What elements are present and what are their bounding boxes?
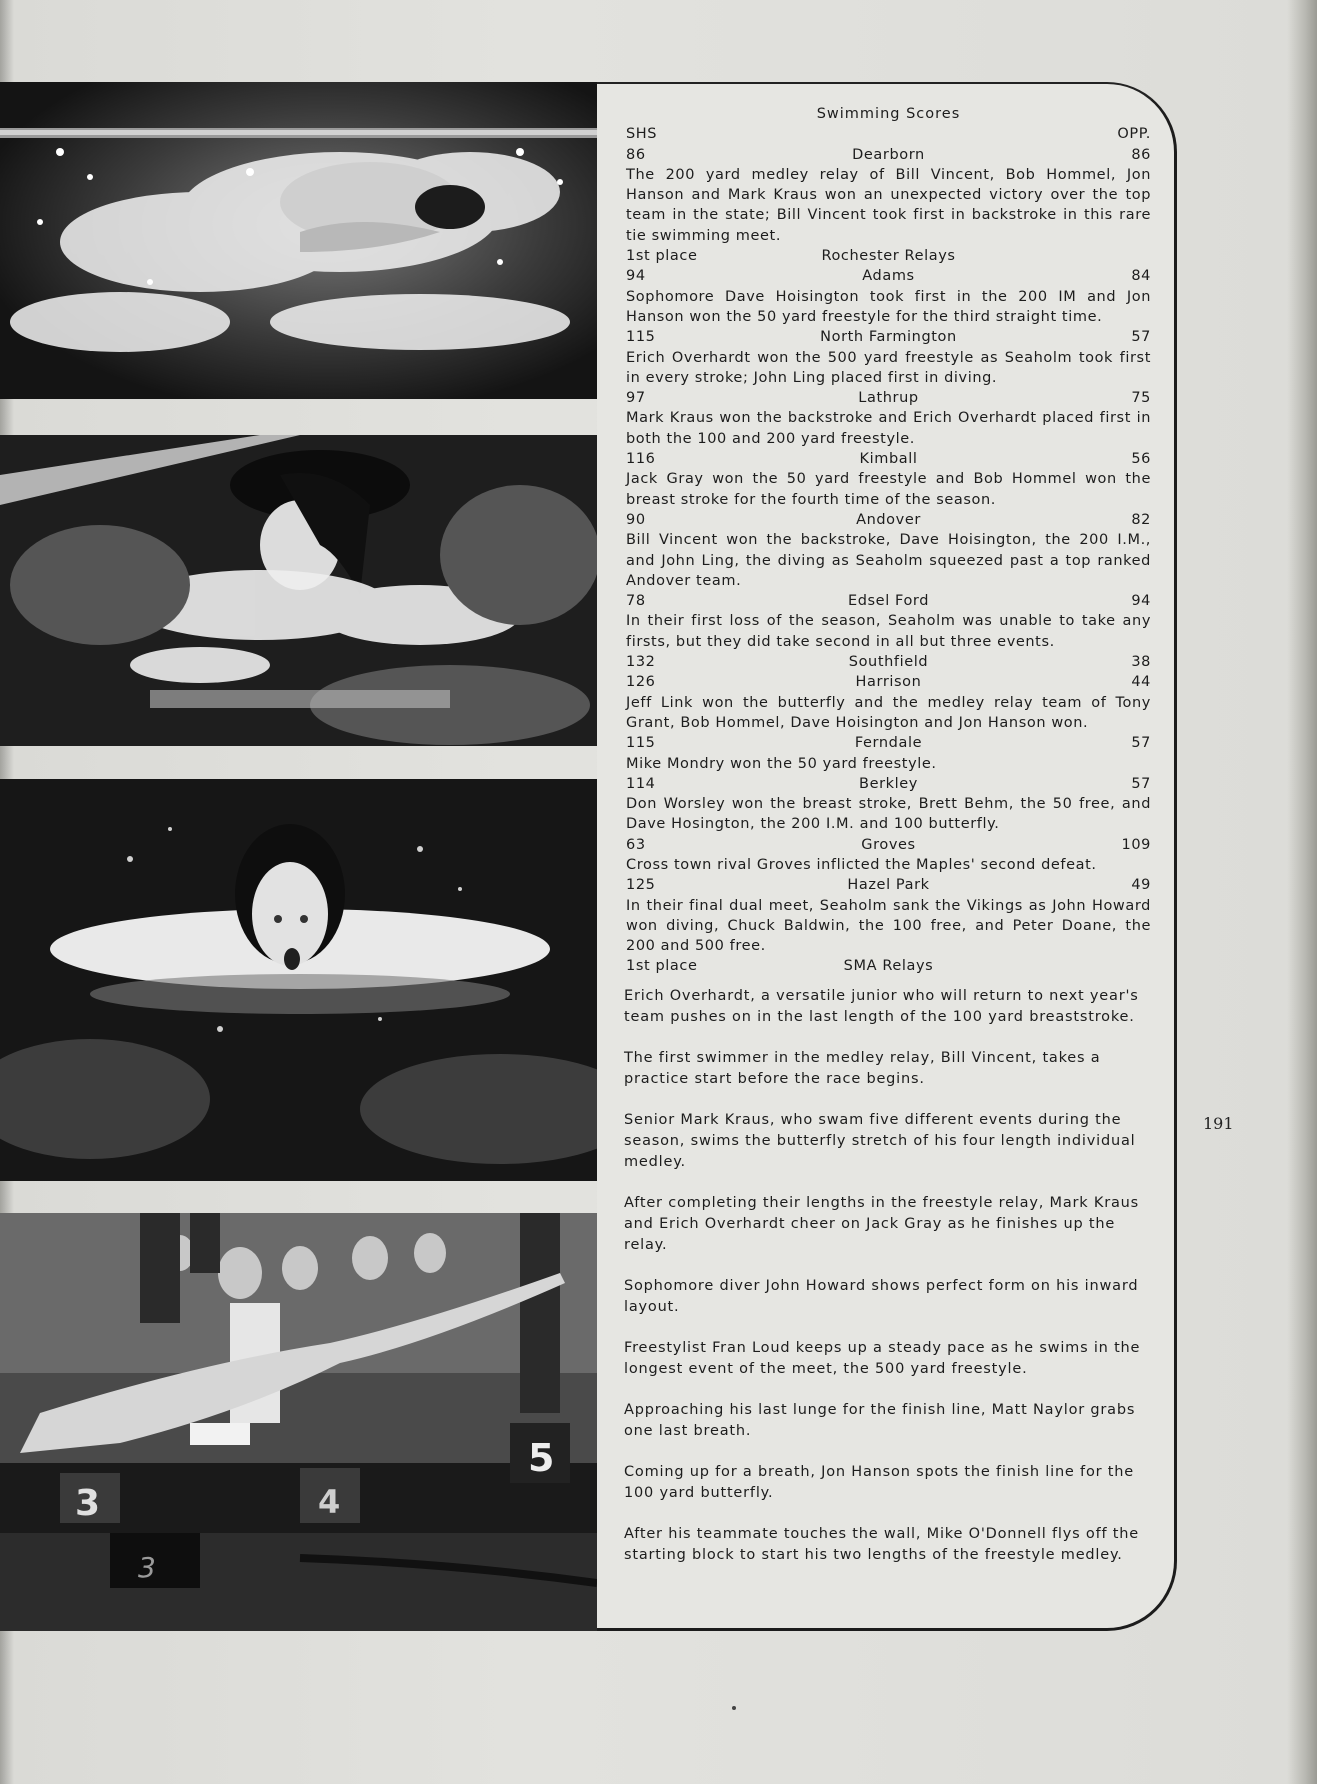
score-line [626,266,1151,286]
column-opp: OPP. [1117,126,1151,143]
meet-summary: Mike Mondry won the 50 yard freestyle. [626,755,937,772]
meet-summary: Mark Kraus won the backstroke and Erich Overhardt placed first in both the 100 and 200 yard freestyle. [626,410,1151,447]
photo-butterfly-swimmer [0,779,597,1181]
shs-score: 1st place [626,958,698,975]
opponent-name: Harrison [855,674,922,691]
score-line [626,875,1151,895]
opponent-score: 57 [1131,735,1151,752]
caption: After completing their lengths in the freestyle relay, Mark Kraus and Erich Overhardt cheer on Jack Gray as he finishes up the relay. [624,1195,1139,1253]
opponent-score: 44 [1131,674,1151,691]
opponent-name: Rochester Relays [821,248,956,265]
shs-score: 125 [626,877,656,894]
score-line [626,327,1151,347]
opponent-score: 57 [1131,329,1151,346]
meet-summary: Bill Vincent won the backstroke, Dave Hoisington, the 200 I.M., and John Ling, the diving as Seaholm squeezed past a top ranked Andover team. [626,532,1151,589]
score-line [626,835,1151,855]
score-line [626,733,1151,753]
caption: Approaching his last lunge for the finish line, Matt Naylor grabs one last breath. [624,1402,1136,1439]
caption: After his teammate touches the wall, Mike O'Donnell flys off the starting block to start his two lengths of the freestyle medley. [624,1526,1139,1563]
score-line [626,145,1151,165]
meet-summary: In their final dual meet, Seaholm sank the Vikings as John Howard won diving, Chuck Baldwin, the 100 free, and Peter Doane, the 200 and 500 free. [626,897,1151,955]
shs-score: 86 [626,146,646,163]
caption: Senior Mark Kraus, who swam five different events during the season, swims the butterfly stretch of his four length individual medley. [624,1112,1136,1170]
opponent-name: SMA Relays [843,958,934,975]
opponent-score: 82 [1131,511,1151,528]
opponent-name: Groves [861,836,916,853]
block-number-4: 4 [318,1483,341,1521]
page-number: 191 [1203,1114,1234,1133]
meet-summary: In their first loss of the season, Seaholm was unable to take any firsts, but they did take second in all but three events. [626,613,1151,650]
meet-summary: Don Worsley won the breast stroke, Brett Behm, the 50 free, and Dave Hosington, the 200 I.M. and 100 butterfly. [626,796,1151,833]
opponent-score: 86 [1131,146,1151,163]
photo-starting-block-dive [0,1213,597,1631]
lane-number-3: 3 [138,1551,156,1584]
shs-score: 126 [626,674,656,691]
shs-score: 116 [626,451,656,468]
opponent-name: Kimball [859,451,918,468]
score-line [626,246,1151,266]
shs-score: 78 [626,593,646,610]
meet-summary: Cross town rival Groves inflicted the Maples' second defeat. [626,856,1097,873]
shs-score: 115 [626,329,656,346]
opponent-score: 49 [1131,877,1151,894]
score-line [626,652,1151,672]
print-speck [732,1706,736,1710]
shs-score: 90 [626,511,646,528]
shs-score: 132 [626,654,656,671]
swimming-scores [626,104,1151,977]
photo-freestyle-splash [0,82,597,399]
opponent-score: 56 [1131,451,1151,468]
shs-score: 115 [626,735,656,752]
score-line [626,956,1151,976]
score-line [626,510,1151,530]
meet-summary: Jack Gray won the 50 yard freestyle and Bob Hommel won the breast stroke for the fourth time of the season. [626,471,1151,508]
score-line [626,774,1151,794]
photo-captions [624,986,1144,1586]
meet-summary: Jeff Link won the butterfly and the medley relay team of Tony Grant, Bob Hommel, Dave Hoisington and Jon Hanson won. [626,694,1151,731]
scores-header [626,124,1151,144]
opponent-name: Andover [856,511,921,528]
opponent-name: Ferndale [854,735,923,752]
score-rows [626,145,1151,977]
opponent-name: North Farmington [820,329,957,346]
block-number-5: 5 [528,1436,555,1480]
meet-summary: Erich Overhardt won the 500 yard freestyle as Seaholm took first in every stroke; John Ling placed first in diving. [626,349,1151,386]
caption: Erich Overhardt, a versatile junior who will return to next year's team pushes on in the last length of the 100 yard breaststroke. [624,988,1139,1025]
shs-score: 63 [626,836,646,853]
score-line [626,672,1151,692]
opponent-name: Lathrup [858,390,919,407]
shs-score: 1st place [626,248,698,265]
scores-title: Swimming Scores [816,106,961,122]
photo-swimmer-breathing [0,435,597,746]
opponent-score: 57 [1131,775,1151,792]
page-shadow-right [1287,0,1317,1784]
opponent-score: 38 [1131,654,1151,671]
caption: Sophomore diver John Howard shows perfect form on his inward layout. [624,1278,1139,1315]
opponent-score: 75 [1131,390,1151,407]
opponent-name: Hazel Park [847,877,930,894]
column-shs: SHS [626,126,658,143]
caption: Coming up for a breath, Jon Hanson spots the finish line for the 100 yard butterfly. [624,1464,1135,1501]
meet-summary: Sophomore Dave Hoisington took first in the 200 IM and Jon Hanson won the 50 yard freestyle for the third straight time. [626,288,1151,325]
opponent-score: 109 [1121,836,1151,853]
opponent-score: 84 [1131,268,1151,285]
opponent-name: Dearborn [852,146,925,163]
shs-score: 97 [626,390,646,407]
meet-summary: The 200 yard medley relay of Bill Vincent, Bob Hommel, Jon Hanson and Mark Kraus won an unexpected victory over the top team in the state; Bill Vincent took first in backstroke in this rare tie swimming meet. [626,166,1151,244]
opponent-name: Edsel Ford [847,593,930,610]
score-line [626,449,1151,469]
shs-score: 114 [626,775,656,792]
caption: The first swimmer in the medley relay, Bill Vincent, takes a practice start before the race begins. [624,1050,1101,1087]
opponent-name: Adams [862,268,915,285]
opponent-name: Southfield [848,654,929,671]
opponent-name: Berkley [859,775,918,792]
score-line [626,591,1151,611]
caption: Freestylist Fran Loud keeps up a steady pace as he swims in the longest event of the meet, the 500 yard freestyle. [624,1340,1141,1377]
score-line [626,388,1151,408]
shs-score: 94 [626,268,646,285]
opponent-score: 94 [1131,593,1151,610]
block-number-3: 3 [75,1483,101,1524]
